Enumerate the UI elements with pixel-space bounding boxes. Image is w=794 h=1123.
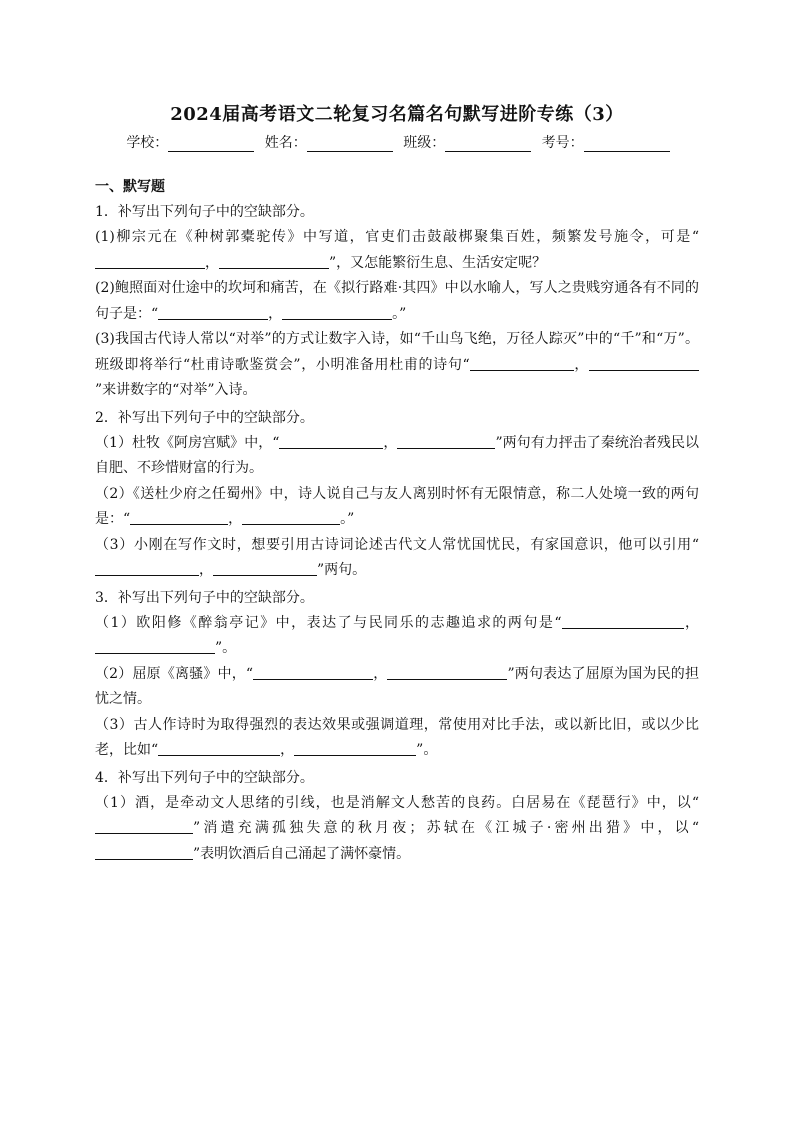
exam-number-field[interactable]: [584, 137, 670, 152]
exam-number-label: 考号：: [541, 135, 584, 151]
answer-blank[interactable]: [130, 509, 228, 525]
answer-blank[interactable]: [158, 304, 268, 320]
answer-blank[interactable]: [253, 664, 373, 680]
answer-blank[interactable]: [95, 253, 205, 269]
exam-page: [95, 100, 699, 867]
page-title: 2024届高考语文二轮复习名篇名句默写进阶专练（3）: [170, 104, 624, 125]
answer-blank[interactable]: [387, 664, 507, 680]
name-label: 姓名：: [264, 135, 307, 151]
answer-blank[interactable]: [213, 560, 317, 576]
school-field[interactable]: [168, 137, 254, 152]
answer-blank[interactable]: [158, 740, 280, 756]
question-1-stem: 1．补写出下列句子中的空缺部分。: [95, 204, 314, 220]
student-info-row: [95, 132, 699, 152]
answer-blank[interactable]: [282, 304, 392, 320]
class-label: 班级：: [403, 135, 446, 151]
question-2-part-2: （2）《送杜少府之任蜀州》中，诗人说自己与友人离别时怀有无限情意，称二人处境一致的两句是：“ ， 。”: [95, 485, 699, 527]
question-1-part-3: (3)我国古代诗人常以“对举”的方式让数字入诗，如“千山鸟飞绝，万径人踪灭”中的“千”和“万”。班级即将举行“杜甫诗歌鉴赏会”，小明准备用杜甫的诗句“ ，”来讲数字的“对举”入诗。: [95, 331, 699, 398]
question-1-part-1: (1)柳宗元在《种树郭橐驼传》中写道，官吏们击鼓敲梆聚集百姓，频繁发号施令，可是“， ”，又怎能繁衍生息、生活安定呢？: [95, 229, 699, 271]
answer-blank[interactable]: [219, 253, 329, 269]
section-heading: 一、默写题: [95, 179, 165, 195]
question-4-part-1: （1）酒，是牵动文人思绪的引线，也是消解文人愁苦的良药。白居易在《琵琶行》中，以“”消遣充满孤独失意的秋月夜；苏轼在《江城子·密州出猎》中，以“”表明饮酒后自己涌起了满怀豪情。: [95, 794, 699, 862]
answer-blank[interactable]: [470, 355, 574, 371]
answer-blank[interactable]: [242, 509, 340, 525]
answer-blank[interactable]: [294, 740, 416, 756]
question-3-part-3: （3）古人作诗时为取得强烈的表达效果或强调道理，常使用对比手法，或以新比旧，或以少比老，比如“ ， ”。: [95, 716, 699, 758]
question-3-part-2: （2）屈原《离骚》中，“ ， ”两句表达了屈原为国为民的担忧之情。: [95, 665, 699, 707]
answer-blank[interactable]: [95, 818, 193, 834]
school-label: 学校：: [126, 135, 169, 151]
class-field[interactable]: [445, 137, 531, 152]
answer-blank[interactable]: [279, 433, 383, 449]
answer-blank[interactable]: [95, 560, 199, 576]
answer-blank[interactable]: [95, 844, 193, 860]
question-2-part-1: （1）杜牧《阿房宫赋》中，“ ， ”两句有力抨击了秦统治者残民以自肥、不珍惜财富的行为。: [95, 434, 699, 476]
answer-blank[interactable]: [397, 433, 495, 449]
question-3-stem: 3．补写出下列句子中的空缺部分。: [95, 589, 314, 606]
answer-blank[interactable]: [589, 355, 699, 371]
question-4-stem: 4．补写出下列句子中的空缺部分。: [95, 769, 314, 786]
question-2-part-3: （3）小刚在写作文时，想要引用古诗词论述古代文人常忧国忧民，有家国意识，他可以引用“， ”两句。: [95, 536, 699, 578]
answer-blank[interactable]: [95, 638, 215, 654]
question-2-stem: 2．补写出下列句子中的空缺部分。: [95, 409, 314, 426]
question-3-part-1: （1）欧阳修《醉翁亭记》中，表达了与民同乐的志趣追求的两句是“ ，”。: [95, 614, 699, 656]
name-field[interactable]: [307, 137, 393, 152]
answer-blank[interactable]: [562, 613, 684, 629]
question-1-part-2: (2)鲍照面对仕途中的坎坷和痛苦，在《拟行路难·其四》中以水喻人，写人之贵贱穷通各有不同的句子是：“ ， 。”: [95, 280, 699, 322]
